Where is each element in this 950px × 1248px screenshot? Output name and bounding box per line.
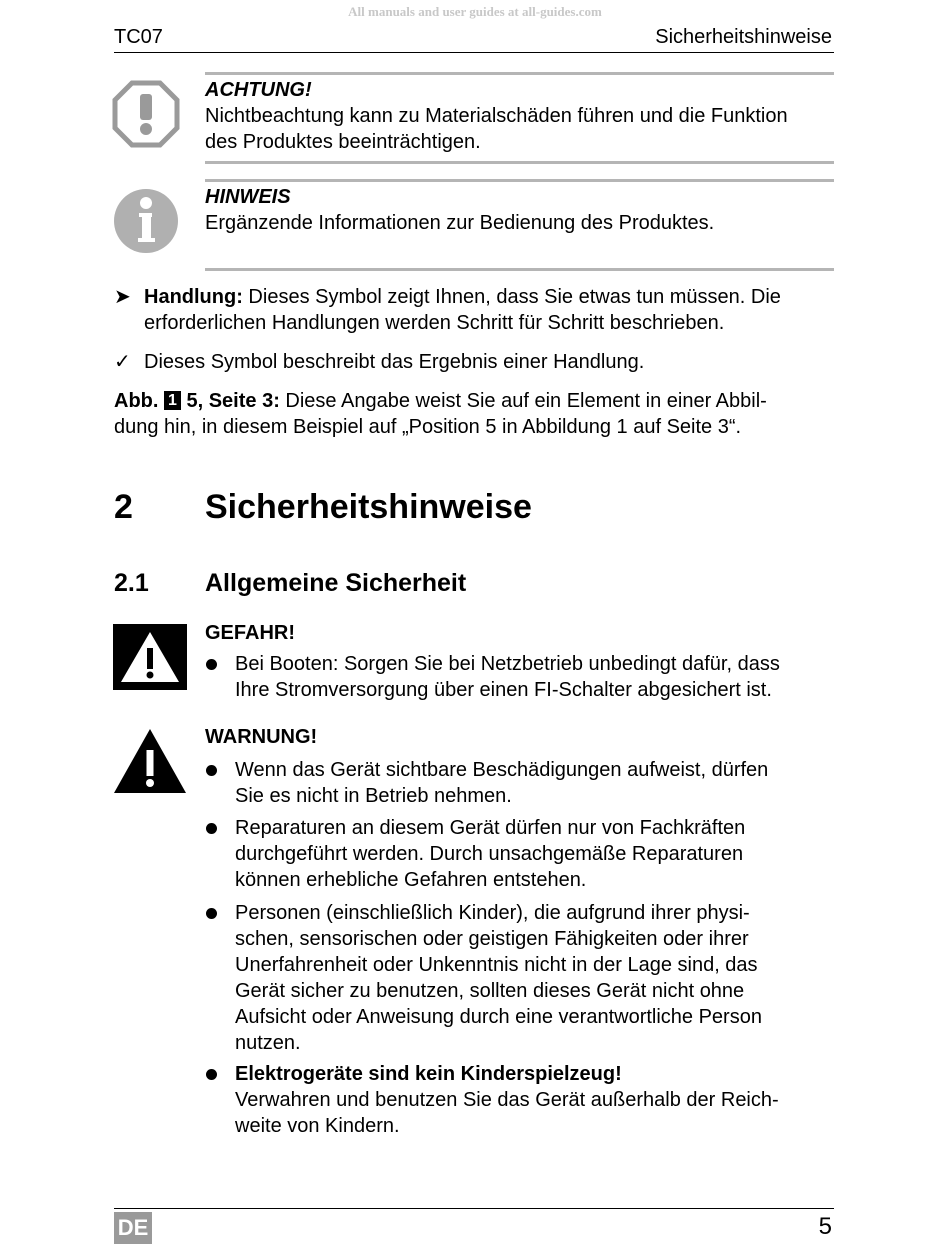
warnung-item-3-line-6: nutzen. (235, 1032, 301, 1054)
abb-line-2: dung hin, in diesem Beispiel auf „Position 5 in Abbildung 1 auf Seite 3“. (114, 416, 742, 438)
warnung-item-3-line-5: Aufsicht oder Anweisung durch eine verantwortliche Person (235, 1006, 762, 1028)
warnung-item-3-line-1: Personen (einschließlich Kinder), die aufgrund ihrer physi- (235, 902, 750, 924)
header-model: TC07 (114, 26, 163, 48)
warning-triangle-icon (113, 728, 187, 794)
achtung-top-rule (205, 72, 834, 75)
warnung-item-4-bold: Elektrogeräte sind kein Kinderspielzeug! (235, 1063, 622, 1085)
bullet (206, 765, 217, 776)
achtung-bottom-rule (205, 161, 834, 164)
handlung-line-1 (144, 284, 781, 310)
hinweis-top-rule (205, 179, 834, 182)
abb-line-1 (114, 388, 767, 414)
section-number: 2 (114, 488, 133, 526)
warnung-item-3-line-4: Gerät sicher zu benutzen, sollten dieses Gerät nicht ohne (235, 980, 745, 1002)
abb-suffix: 5, Seite 3: (186, 390, 280, 412)
ergebnis-text: Dieses Symbol beschreibt das Ergebnis einer Handlung. (144, 351, 645, 373)
bullet (206, 823, 217, 834)
header-chapter: Sicherheitshinweise (655, 26, 832, 48)
achtung-label: ACHTUNG! (205, 79, 312, 101)
hinweis-bottom-rule (205, 268, 834, 271)
warnung-item-4-line-1: Verwahren und benutzen Sie das Gerät außerhalb der Reich- (235, 1089, 779, 1111)
warnung-item-3-line-2: schen, sensorischen oder geistigen Fähigkeiten oder ihrer (235, 928, 749, 950)
gefahr-item-1-line-2: Ihre Stromversorgung über einen FI-Schalter abgesichert ist. (235, 679, 772, 701)
gefahr-item-1-line-1: Bei Booten: Sorgen Sie bei Netzbetrieb unbedingt dafür, dass (235, 653, 780, 675)
warnung-item-1-line-1: Wenn das Gerät sichtbare Beschädigungen aufweist, dürfen (235, 759, 769, 781)
section-title: Sicherheitshinweise (205, 488, 532, 526)
hinweis-label: HINWEIS (205, 186, 291, 208)
info-icon (113, 188, 179, 254)
handlung-line-2: erforderlichen Handlungen werden Schritt für Schritt beschrieben. (144, 312, 725, 334)
abb-prefix: Abb. (114, 390, 159, 412)
warnung-item-3-line-3: Unerfahrenheit oder Unkenntnis nicht in der Lage sind, das (235, 954, 758, 976)
danger-warning-icon (113, 624, 187, 690)
subsection-number: 2.1 (114, 569, 149, 597)
header-rule (114, 52, 834, 53)
hinweis-line-1: Ergänzende Informationen zur Bedienung des Produktes. (205, 212, 715, 234)
abb-text-1: Diese Angabe weist Sie auf ein Element in einer Abbil- (279, 390, 767, 412)
bullet (206, 1069, 217, 1080)
watermark: All manuals and user guides at all-guides.com (348, 4, 602, 19)
gefahr-label: GEFAHR! (205, 622, 295, 644)
achtung-line-2: des Produktes beeinträchtigen. (205, 131, 481, 153)
handlung-text-1: Dieses Symbol zeigt Ihnen, dass Sie etwas tun müssen. Die (242, 286, 781, 308)
warnung-item-2-line-2: durchgeführt werden. Durch unsachgemäße Reparaturen (235, 843, 744, 865)
figure-number-badge: 1 (164, 391, 181, 410)
warnung-item-4-line-2: weite von Kindern. (235, 1115, 400, 1137)
warnung-item-1-line-2: Sie es nicht in Betrieb nehmen. (235, 785, 512, 807)
handlung-arrow-icon: ➤ (114, 286, 131, 308)
stop-exclamation-icon (112, 80, 180, 148)
subsection-title: Allgemeine Sicherheit (205, 569, 467, 597)
achtung-line-1: Nichtbeachtung kann zu Materialschäden führen und die Funktion (205, 105, 788, 127)
warnung-item-2-line-3: können erhebliche Gefahren entstehen. (235, 869, 587, 891)
footer-rule (114, 1208, 834, 1209)
warnung-label: WARNUNG! (205, 726, 318, 748)
bullet (206, 659, 217, 670)
language-badge: DE (114, 1212, 152, 1244)
warnung-item-2-line-1: Reparaturen an diesem Gerät dürfen nur von Fachkräften (235, 817, 746, 839)
check-icon: ✓ (114, 351, 131, 373)
page-number: 5 (818, 1213, 832, 1240)
bullet (206, 908, 217, 919)
handlung-bold: Handlung: (144, 286, 243, 308)
